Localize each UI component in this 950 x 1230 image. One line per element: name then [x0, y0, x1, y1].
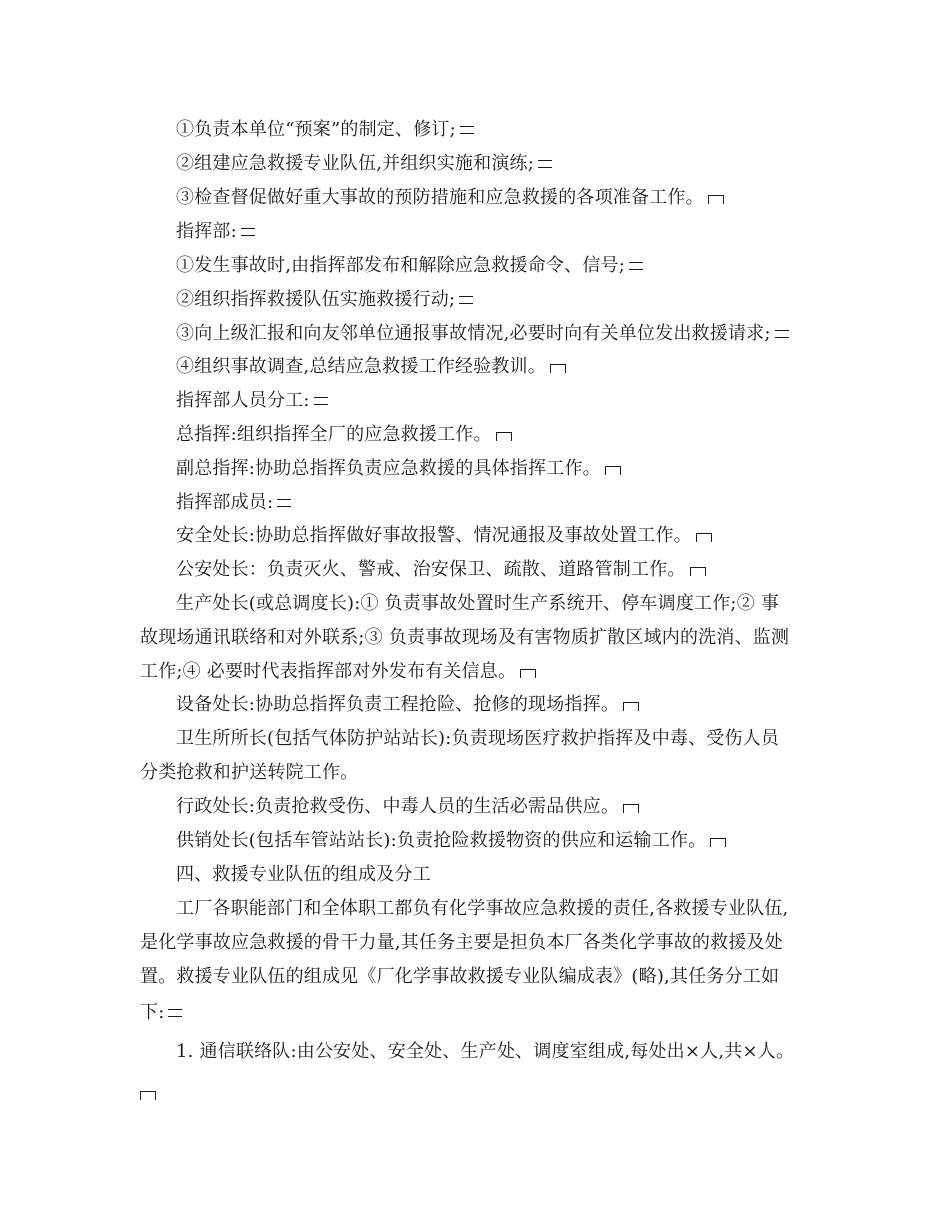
- section-heading: [176, 863, 431, 887]
- line-text: 卫生所所长(包括气体防护站站长):负责现场医疗救护指挥及中毒、受伤人员: [176, 728, 780, 749]
- paragraph-mark-icon: [623, 702, 639, 711]
- line-text: 供销处长(包括车管站站长):负责抢险救援物资的供应和运输工作。: [176, 830, 707, 851]
- text-line: [140, 626, 789, 650]
- line-text: 指挥部:: [176, 221, 237, 242]
- line-text: 工厂各职能部门和全体职工都负有化学事故应急救援的责任,各救援专业队伍,: [176, 898, 789, 919]
- line-text: ④组织事故调查,总结应急救援工作经验教训。: [176, 356, 546, 377]
- line-text: ②组织指挥救援队伍实施救援行动;: [176, 289, 456, 310]
- line-text: 行政处长:负责抢救受伤、中毒人员的生活必需品供应。: [176, 796, 620, 817]
- text-line: [176, 389, 328, 413]
- text-line: [176, 897, 788, 921]
- text-line: [176, 727, 779, 751]
- line-break-mark-icon: [460, 126, 474, 134]
- text-line: [176, 288, 473, 312]
- paragraph-mark-icon: [690, 567, 706, 576]
- text-line: [176, 457, 621, 481]
- line-text: ②组建应急救援专业队伍,并组织实施和演练;: [176, 153, 534, 174]
- text-line: [176, 322, 789, 346]
- line-text: ①发生事故时,由指挥部发布和解除应急救援命令、信号;: [176, 255, 625, 276]
- line-text: 设备处长:协助总指挥负责工程抢险、抢修的现场指挥。: [176, 694, 620, 715]
- text-line: [176, 423, 512, 447]
- paragraph-mark-icon: [696, 533, 712, 542]
- text-line: [140, 660, 536, 684]
- paragraph-mark-icon: [496, 432, 512, 441]
- line-break-mark-icon: [775, 330, 789, 338]
- text-line: [140, 761, 358, 785]
- text-line: [176, 693, 639, 717]
- line-text: ①负责本单位“预案”的制定、修订;: [176, 119, 456, 140]
- line-text: 安全处长:协助总指挥做好事故报警、情况通报及事故处置工作。: [176, 525, 692, 546]
- line-text: 分类抢救和护送转院工作。: [140, 762, 359, 783]
- line-text: ③向上级汇报和向友邻单位通报事故情况,必要时向有关单位发出救援请求;: [176, 323, 771, 344]
- line-text: 总指挥:组织指挥全厂的应急救援工作。: [176, 424, 492, 445]
- line-break-mark-icon: [241, 228, 255, 236]
- text-line: [176, 592, 779, 616]
- line-break-mark-icon: [314, 397, 328, 405]
- line-break-mark-icon: [629, 262, 643, 270]
- line-text: 副总指挥:协助总指挥负责应急救援的具体指挥工作。: [176, 458, 601, 479]
- paragraph-mark-icon: [520, 669, 536, 678]
- line-text: 下:: [140, 1002, 165, 1023]
- paragraph-mark-icon: [605, 466, 621, 475]
- line-text: 公安处长：负责灭火、警戒、治安保卫、疏散、道路管制工作。: [176, 559, 686, 580]
- text-line: [176, 524, 712, 548]
- line-text: 是化学事故应急救援的骨干力量,其任务主要是担负本厂各类化学事故的救援及处: [140, 932, 783, 953]
- text-line: [176, 795, 639, 819]
- line-text: 置。救援专业队伍的组成见《厂化学事故救援专业队编成表》(略),其任务分工如: [140, 966, 780, 987]
- line-break-mark-icon: [538, 160, 552, 168]
- text-line: [176, 254, 643, 278]
- text-line: [176, 491, 291, 515]
- text-line: [176, 220, 255, 244]
- line-text: 生产处长(或总调度长):① 负责事故处置时生产系统开、停车调度工作;② 事: [176, 593, 780, 614]
- line-text: 指挥部成员:: [176, 492, 274, 513]
- line-text: 1. 通信联络队:由公安处、安全处、生产处、调度室组成,每处出×人,共×人。: [176, 1041, 795, 1062]
- text-line: [176, 558, 706, 582]
- line-text: ③检查督促做好重大事故的预防措施和应急救援的各项准备工作。: [176, 187, 704, 208]
- line-text: 四、救援专业队伍的组成及分工: [176, 864, 431, 885]
- paragraph-mark-icon: [708, 195, 724, 204]
- text-line: [140, 931, 783, 955]
- text-line: [176, 1040, 794, 1064]
- text-line: [176, 118, 474, 142]
- paragraph-mark-icon: [550, 364, 566, 373]
- text-line: [176, 152, 552, 176]
- paragraph-mark-icon: [710, 838, 726, 847]
- line-text: 工作;④ 必要时代表指挥部对外发布有关信息。: [140, 661, 517, 682]
- line-text: 指挥部人员分工:: [176, 390, 310, 411]
- paragraph-mark-icon: [140, 1091, 156, 1100]
- line-text: 故现场通讯联络和对外联系;③ 负责事故现场及有害物质扩散区域内的洗消、监测: [140, 627, 790, 648]
- text-line: [140, 1082, 156, 1106]
- line-break-mark-icon: [459, 296, 473, 304]
- paragraph-mark-icon: [623, 804, 639, 813]
- line-break-mark-icon: [168, 1009, 182, 1017]
- text-line: [140, 965, 779, 989]
- line-break-mark-icon: [277, 499, 291, 507]
- text-line: [176, 829, 726, 853]
- text-line: [176, 355, 566, 379]
- text-line: [176, 186, 724, 210]
- text-line: [140, 1001, 182, 1025]
